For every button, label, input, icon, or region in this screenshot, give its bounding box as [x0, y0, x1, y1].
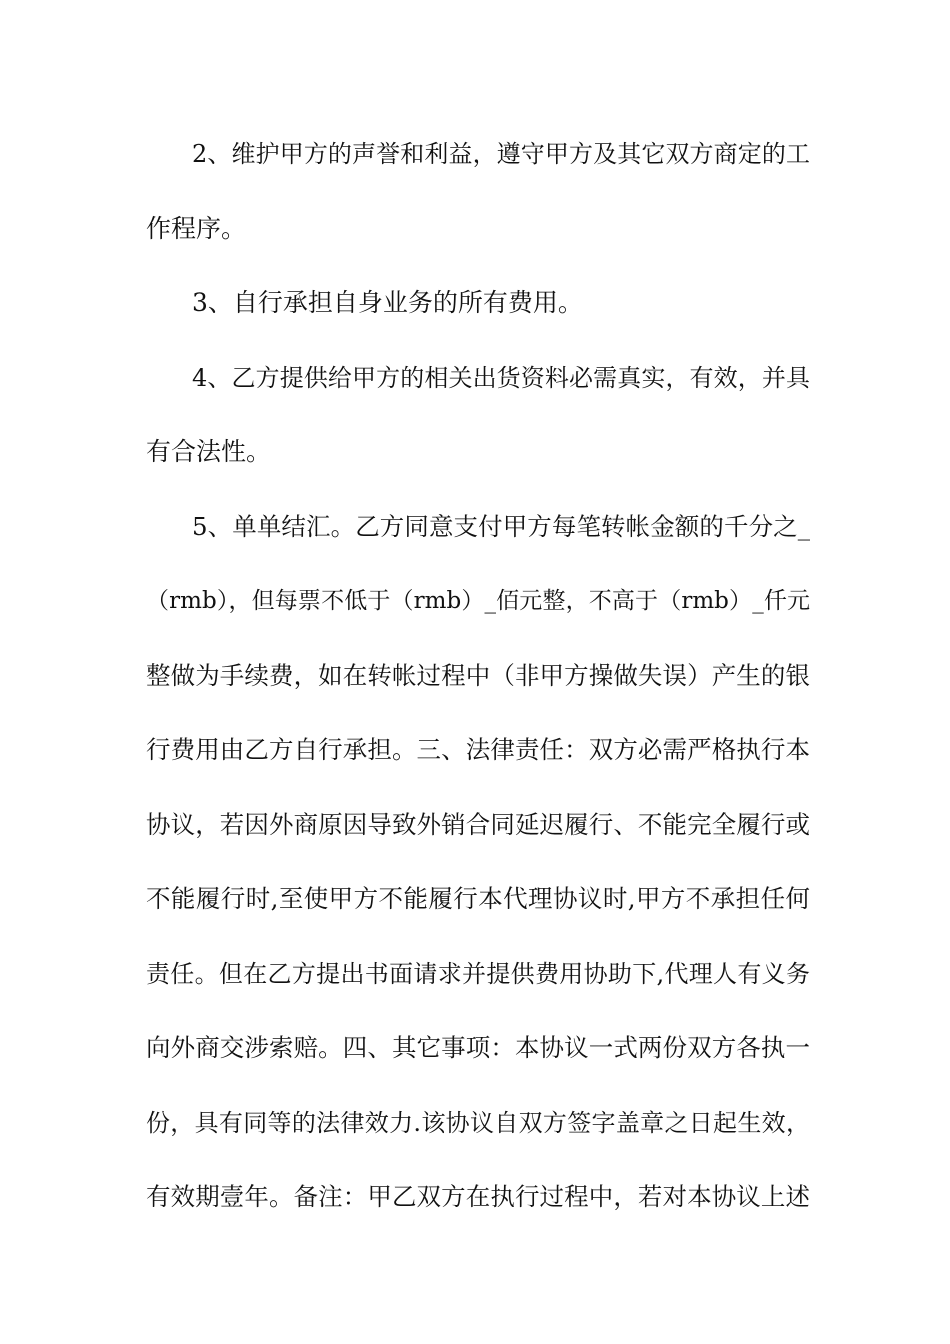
text-line: （rmb），但每票不低于（rmb）_佰元整，不高于（rmb）_仟元	[146, 588, 810, 614]
document-body	[146, 126, 810, 1244]
text-line: 份，具有同等的法律效力.该协议自双方签字盖章之日起生效，	[146, 1108, 810, 1137]
text-line: 作程序。	[146, 213, 247, 243]
text-line: 2、维护甲方的声誉和利益，遵守甲方及其它双方商定的工	[192, 140, 810, 168]
text-line: 协议，若因外商原因导致外销合同延迟履行、不能完全履行或	[146, 809, 810, 839]
text-line: 向外商交涉索赔。四、其它事项：本协议一式两份双方各执一	[146, 1033, 810, 1062]
text-line: 行费用由乙方自行承担。三、法律责任：双方必需严格执行本	[146, 735, 810, 764]
text-line: 整做为手续费，如在转帐过程中（非甲方操做失误）产生的银	[146, 660, 810, 690]
text-line: 3、自行承担自身业务的所有费用。	[192, 288, 583, 317]
text-line: 有效期壹年。备注：甲乙双方在执行过程中，若对本协议上述	[146, 1182, 810, 1211]
text-line: 责任。但在乙方提出书面请求并提供费用协助下,代理人有义务	[146, 959, 810, 988]
text-line: 5、单单结汇。乙方同意支付甲方每笔转帐金额的千分之_	[192, 511, 810, 541]
text-line: 有合法性。	[146, 437, 272, 466]
text-line: 不能履行时,至使甲方不能履行本代理协议时,甲方不承担任何	[146, 884, 810, 913]
text-line: 4、乙方提供给甲方的相关出货资料必需真实，有效，并具	[192, 363, 810, 392]
